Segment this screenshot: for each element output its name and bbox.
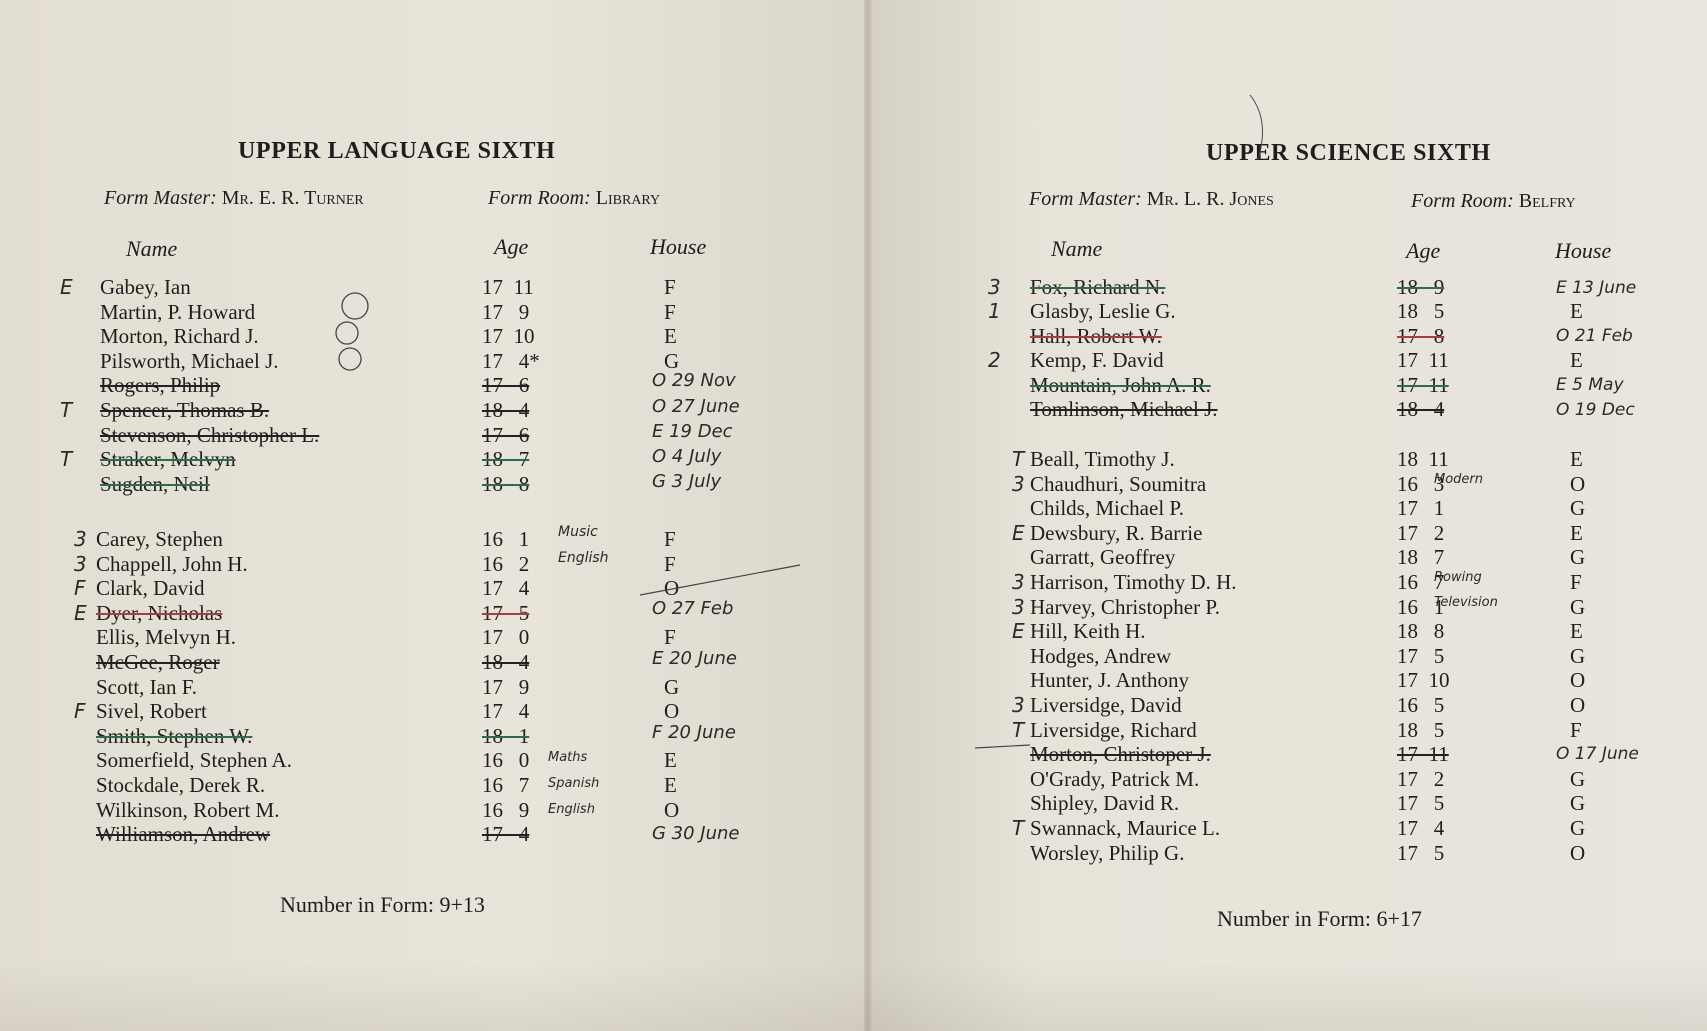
student-age: 17 11 bbox=[482, 275, 534, 299]
student-name: Stockdale, Derek R. bbox=[96, 773, 266, 797]
student-name: Wilkinson, Robert M. bbox=[96, 797, 280, 822]
student-name: Kemp, F. David bbox=[1030, 348, 1164, 373]
student-name: Pilsworth, Michael J. bbox=[100, 348, 279, 373]
student-age: 16 1 bbox=[1397, 594, 1445, 619]
pen-scribble-2 bbox=[975, 745, 1030, 748]
form-master-label: Form Master: bbox=[104, 187, 217, 209]
annotation-tomlinson: O 19 Dec bbox=[1556, 400, 1635, 420]
student-house: O bbox=[664, 576, 680, 601]
annotation-chappell-note: English bbox=[558, 550, 609, 566]
student-name: Somerfield, Stephen A. bbox=[96, 748, 292, 773]
annotation-rogers: O 29 Nov bbox=[652, 370, 736, 391]
student-age: 18 8 bbox=[1397, 619, 1445, 644]
student-name: Garratt, Geoffrey bbox=[1030, 545, 1176, 570]
form-room-value: Library bbox=[595, 187, 661, 209]
handwritten-mark: 3 bbox=[988, 275, 1001, 299]
student-age: 17 11 bbox=[1397, 742, 1449, 767]
student-house: F bbox=[1570, 570, 1582, 594]
left-col-age: Age bbox=[494, 234, 529, 259]
handwritten-mark: 3 bbox=[74, 527, 87, 551]
student-house: E bbox=[1570, 299, 1583, 324]
student-name: Clark, David bbox=[96, 576, 205, 601]
annotation-williamson: G 30 June bbox=[652, 823, 740, 844]
student-age: 17 8 bbox=[1397, 323, 1445, 348]
student-age: 16 3 bbox=[1397, 471, 1445, 496]
student-house: E bbox=[1570, 619, 1583, 644]
student-age: 18 4 bbox=[482, 650, 530, 674]
student-name: Chaudhuri, Soumitra bbox=[1030, 471, 1207, 496]
right-col-age: Age bbox=[1406, 238, 1441, 263]
annotation-sugden: G 3 July bbox=[652, 471, 722, 492]
handwritten-mark: 3 bbox=[1012, 594, 1025, 619]
student-name: Spencer, Thomas B. bbox=[100, 398, 270, 422]
form-master-label: Form Master: bbox=[1029, 188, 1142, 210]
student-age: 18 7 bbox=[482, 447, 530, 472]
annotation-harrison-note: Rowing bbox=[1434, 570, 1482, 585]
student-name: Beall, Timothy J. bbox=[1030, 447, 1175, 471]
student-name: Smith, Stephen W. bbox=[96, 723, 253, 748]
student-age: 17 6 bbox=[482, 373, 530, 398]
student-house: E bbox=[664, 324, 677, 349]
student-age: 17 4* bbox=[482, 348, 540, 373]
student-age: 16 0 bbox=[482, 748, 530, 773]
student-age: 17 2 bbox=[1397, 766, 1445, 791]
student-name: Sivel, Robert bbox=[96, 699, 207, 724]
student-house: F bbox=[664, 625, 676, 650]
student-age: 17 4 bbox=[1397, 816, 1445, 840]
student-house: G bbox=[1570, 545, 1586, 570]
student-age: 17 0 bbox=[482, 625, 530, 650]
student-name: Liversidge, David bbox=[1030, 693, 1182, 717]
student-name: Dewsbury, R. Barrie bbox=[1030, 520, 1203, 545]
annotation-morton: O 17 June bbox=[1556, 744, 1639, 764]
annotation-somerfield-note: Maths bbox=[548, 750, 588, 765]
student-age: 17 6 bbox=[482, 422, 530, 447]
handwritten-mark: 1 bbox=[988, 299, 1001, 324]
annotation-fox: E 13 June bbox=[1556, 278, 1637, 298]
student-name: Scott, Ian F. bbox=[96, 674, 197, 699]
student-name: Hill, Keith H. bbox=[1030, 619, 1146, 644]
left-title: UPPER LANGUAGE SIXTH bbox=[238, 138, 556, 164]
student-house: F bbox=[664, 527, 676, 551]
student-name: Childs, Michael P. bbox=[1030, 496, 1185, 521]
student-name: Hodges, Andrew bbox=[1030, 643, 1172, 668]
student-name: Gabey, Ian bbox=[100, 275, 191, 299]
student-age: 18 11 bbox=[1397, 447, 1449, 471]
student-age: 16 7 bbox=[1397, 570, 1445, 594]
student-age: 18 4 bbox=[1397, 397, 1445, 421]
student-name: Ellis, Melvyn H. bbox=[96, 625, 236, 650]
annotation-harvey-note: Television bbox=[1434, 595, 1498, 610]
student-name: Rogers, Philip bbox=[100, 373, 221, 398]
annotation-hall: O 21 Feb bbox=[1556, 326, 1633, 346]
student-age: 18 4 bbox=[482, 398, 530, 422]
student-age: 16 7 bbox=[482, 773, 530, 797]
student-age: 18 9 bbox=[1397, 275, 1445, 299]
student-house: O bbox=[1570, 840, 1586, 865]
student-age: 18 7 bbox=[1397, 545, 1445, 570]
student-age: 17 9 bbox=[482, 674, 530, 699]
student-age: 18 5 bbox=[1397, 717, 1445, 742]
student-age: 18 5 bbox=[1397, 299, 1445, 324]
student-house: F bbox=[1570, 717, 1582, 742]
form-room-value: Belfry bbox=[1518, 190, 1576, 212]
left-col-house: House bbox=[650, 234, 707, 259]
student-age: 17 9 bbox=[482, 299, 530, 324]
annotation-carey-note: Music bbox=[558, 524, 598, 540]
annotation-smith: F 20 June bbox=[652, 722, 736, 743]
handwritten-mark: 2 bbox=[988, 348, 1001, 373]
pen-scribble-3 bbox=[1250, 95, 1263, 160]
student-name: Dyer, Nicholas bbox=[96, 600, 223, 625]
student-age: 17 1 bbox=[1397, 496, 1445, 521]
student-house: G bbox=[1570, 643, 1586, 668]
handwritten-mark: 3 bbox=[1012, 471, 1025, 496]
annotation-stockdale-note: Spanish bbox=[548, 776, 600, 791]
student-name: O'Grady, Patrick M. bbox=[1030, 766, 1200, 791]
annotation-spencer: O 27 June bbox=[652, 396, 740, 417]
handwritten-mark: 3 bbox=[74, 551, 87, 576]
student-name: Swannack, Maurice L. bbox=[1030, 816, 1221, 840]
circled-mark-3 bbox=[339, 348, 361, 370]
handwritten-mark: E bbox=[74, 600, 87, 625]
student-age: 17 5 bbox=[1397, 643, 1445, 668]
student-house: G bbox=[1570, 816, 1586, 840]
student-name: Martin, P. Howard bbox=[100, 299, 256, 324]
student-age: 17 5 bbox=[482, 600, 530, 625]
student-age: 16 1 bbox=[482, 527, 530, 551]
student-age: 18 8 bbox=[482, 471, 530, 496]
student-age: 17 2 bbox=[1397, 520, 1445, 545]
student-age: 17 4 bbox=[482, 576, 530, 601]
student-age: 17 5 bbox=[1397, 791, 1445, 816]
student-name: Carey, Stephen bbox=[96, 527, 223, 551]
student-name: Hall, Robert W. bbox=[1030, 323, 1162, 348]
student-age: 16 5 bbox=[1397, 693, 1445, 717]
student-name: Tomlinson, Michael J. bbox=[1030, 397, 1218, 421]
student-house: F bbox=[664, 275, 676, 299]
student-age: 17 4 bbox=[482, 822, 530, 847]
student-name: Chappell, John H. bbox=[96, 551, 248, 576]
handwritten-mark: F bbox=[74, 699, 86, 724]
student-age: 17 10 bbox=[482, 324, 535, 349]
student-age: 17 4 bbox=[482, 699, 530, 724]
student-house: O bbox=[664, 699, 680, 724]
student-name: Sugden, Neil bbox=[100, 471, 210, 496]
student-house: E bbox=[1570, 520, 1583, 545]
student-name: Harvey, Christopher P. bbox=[1030, 594, 1220, 619]
student-house: F bbox=[664, 551, 676, 576]
annotation-chaudhuri-note: Modern bbox=[1434, 472, 1484, 487]
student-name: Mountain, John A. R. bbox=[1030, 372, 1211, 397]
annotation-mcgee: E 20 June bbox=[652, 648, 737, 669]
student-house: G bbox=[664, 674, 680, 699]
right-col-name: Name bbox=[1051, 236, 1103, 261]
student-age: 18 1 bbox=[482, 723, 530, 748]
student-name: Worsley, Philip G. bbox=[1030, 840, 1185, 865]
circled-mark-2 bbox=[336, 322, 358, 344]
student-name: Liversidge, Richard bbox=[1030, 717, 1197, 742]
form-room-label: Form Room: bbox=[488, 187, 591, 209]
left-col-name: Name bbox=[126, 236, 178, 261]
handwritten-mark: T bbox=[60, 447, 73, 472]
student-house: E bbox=[664, 773, 677, 797]
student-name: Fox, Richard N. bbox=[1030, 275, 1166, 299]
annotation-dyer: O 27 Feb bbox=[652, 598, 734, 619]
handwritten-mark: 3 bbox=[1012, 693, 1025, 717]
handwritten-mark: T bbox=[1012, 717, 1025, 742]
student-age: 17 11 bbox=[1397, 348, 1449, 373]
student-house: E bbox=[1570, 447, 1583, 471]
handwritten-mark: T bbox=[1012, 816, 1025, 840]
student-age: 16 9 bbox=[482, 797, 530, 822]
student-name: Williamson, Andrew bbox=[96, 822, 271, 847]
student-house: E bbox=[664, 748, 677, 773]
student-house: F bbox=[664, 299, 676, 324]
student-house: G bbox=[1570, 766, 1586, 791]
form-master-value: Mr. E. R. Turner bbox=[221, 187, 364, 209]
annotation-wilkinson-note: English bbox=[548, 802, 595, 817]
handwritten-mark: 3 bbox=[1012, 570, 1025, 594]
student-age: 17 11 bbox=[1397, 372, 1449, 397]
right-col-house: House bbox=[1555, 238, 1612, 263]
student-house: O bbox=[664, 797, 680, 822]
student-house: O bbox=[1570, 693, 1586, 717]
student-name: McGee, Roger bbox=[96, 650, 220, 674]
handwritten-mark: T bbox=[1012, 447, 1025, 471]
handwritten-mark: F bbox=[74, 576, 86, 601]
student-house: G bbox=[1570, 594, 1586, 619]
handwritten-mark: E bbox=[1012, 520, 1025, 545]
student-name: Straker, Melvyn bbox=[100, 447, 236, 472]
circled-mark-1 bbox=[342, 293, 368, 319]
student-name: Shipley, David R. bbox=[1030, 791, 1180, 816]
annotation-mountain: E 5 May bbox=[1556, 375, 1624, 395]
student-age: 16 2 bbox=[482, 551, 530, 576]
student-name: Hunter, J. Anthony bbox=[1030, 668, 1189, 693]
form-master-value: Mr. L. R. Jones bbox=[1146, 188, 1274, 210]
student-age: 17 10 bbox=[1397, 668, 1450, 693]
form-room-label: Form Room: bbox=[1411, 190, 1514, 212]
annotation-stevenson: E 19 Dec bbox=[652, 421, 733, 442]
student-name: Morton, Richard J. bbox=[100, 324, 259, 349]
student-name: Glasby, Leslie G. bbox=[1030, 299, 1176, 324]
handwritten-mark: E bbox=[60, 275, 73, 299]
left-footer: Number in Form: 9+13 bbox=[280, 892, 485, 917]
student-name: Harrison, Timothy D. H. bbox=[1030, 570, 1237, 594]
student-house: G bbox=[1570, 791, 1586, 816]
student-age: 17 5 bbox=[1397, 840, 1445, 865]
handwritten-mark: T bbox=[60, 398, 73, 422]
annotation-straker: O 4 July bbox=[652, 446, 722, 467]
right-footer: Number in Form: 6+17 bbox=[1217, 906, 1422, 931]
right-title: UPPER SCIENCE SIXTH bbox=[1206, 140, 1491, 166]
pen-scribble-1 bbox=[640, 565, 800, 595]
student-house: O bbox=[1570, 471, 1586, 496]
student-house: O bbox=[1570, 668, 1586, 693]
handwritten-mark: E bbox=[1012, 619, 1025, 644]
student-house: G bbox=[664, 348, 680, 373]
student-name: Stevenson, Christopher L. bbox=[100, 422, 320, 447]
student-house: G bbox=[1570, 496, 1586, 521]
student-house: E bbox=[1570, 348, 1583, 373]
student-name: Morton, Christoper J. bbox=[1030, 742, 1211, 767]
